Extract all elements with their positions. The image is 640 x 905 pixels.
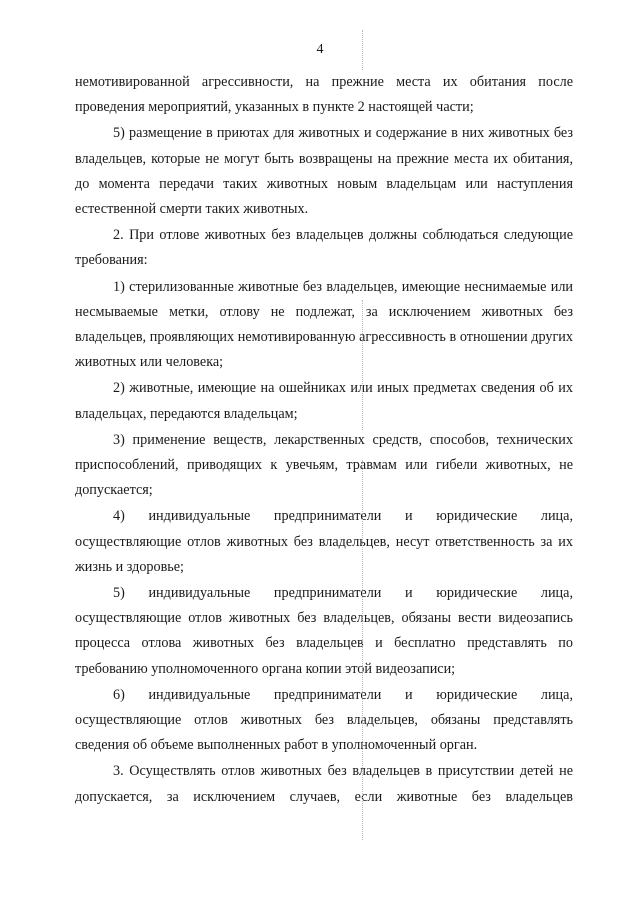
paragraph-item-2-5: 5) индивидуальные предприниматели и юридические лица, осуществляющие отлов животных без владельцев, обязаны вести видеозапись процесса отлова животных без владельцев и бесплатно представлять по требованию уполномоченного органа копии этой видеозаписи; (75, 585, 573, 677)
page-number: 4 (316, 42, 324, 57)
scan-artifact-line (362, 460, 363, 840)
scan-artifact-line (362, 30, 363, 70)
paragraph-continuation: немотивированной агрессивности, на прежние места их обитания после проведения мероприятий, указанных в пункте 2 настоящей части; (75, 74, 573, 116)
paragraph-item-2-4: 4) индивидуальные предприниматели и юридические лица, осуществляющие отлов животных без владельцев, несут ответственность за их жизнь и здоровье; (75, 508, 573, 575)
paragraph-section-2: 2. При отлове животных без владельцев должны соблюдаться следующие требования: (75, 227, 573, 269)
paragraph-item-2-1: 1) стерилизованные животные без владельцев, имеющие неснимаемые или несмываемые метки, отлову не подлежат, за исключением животных без владельцев, проявляющих немотивированную агрессивность в отношении других животных или человека; (75, 278, 573, 371)
paragraph-item-2-2: 2) животные, имеющие на ошейниках или иных предметах сведения об их владельцах, передаются владельцам; (75, 380, 573, 422)
paragraph-item-2-6: 6) индивидуальные предприниматели и юридические лица, осуществляющие отлов животных без владельцев, обязаны представлять сведения об объеме выполненных работ в уполномоченный орган. (75, 686, 573, 754)
paragraph-item-2-3: 3) применение веществ, лекарственных средств, способов, технических приспособлений, приводящих к увечьям, травмам или гибели животных, не допускается; (75, 431, 573, 499)
paragraph-section-3: 3. Осуществлять отлов животных без владельцев в присутствии детей не допускается, за исключением случаев, если животные без владельцев (75, 763, 573, 805)
scan-artifact-line (362, 300, 363, 430)
paragraph-item-1-5: 5) размещение в приютах для животных и содержание в них животных без владельцев, которые не могут быть возвращены на прежние места их обитания, до момента передачи таких животных новым владельцам или наступления естественной смерти таких животных. (75, 125, 573, 218)
document-body (75, 70, 573, 810)
